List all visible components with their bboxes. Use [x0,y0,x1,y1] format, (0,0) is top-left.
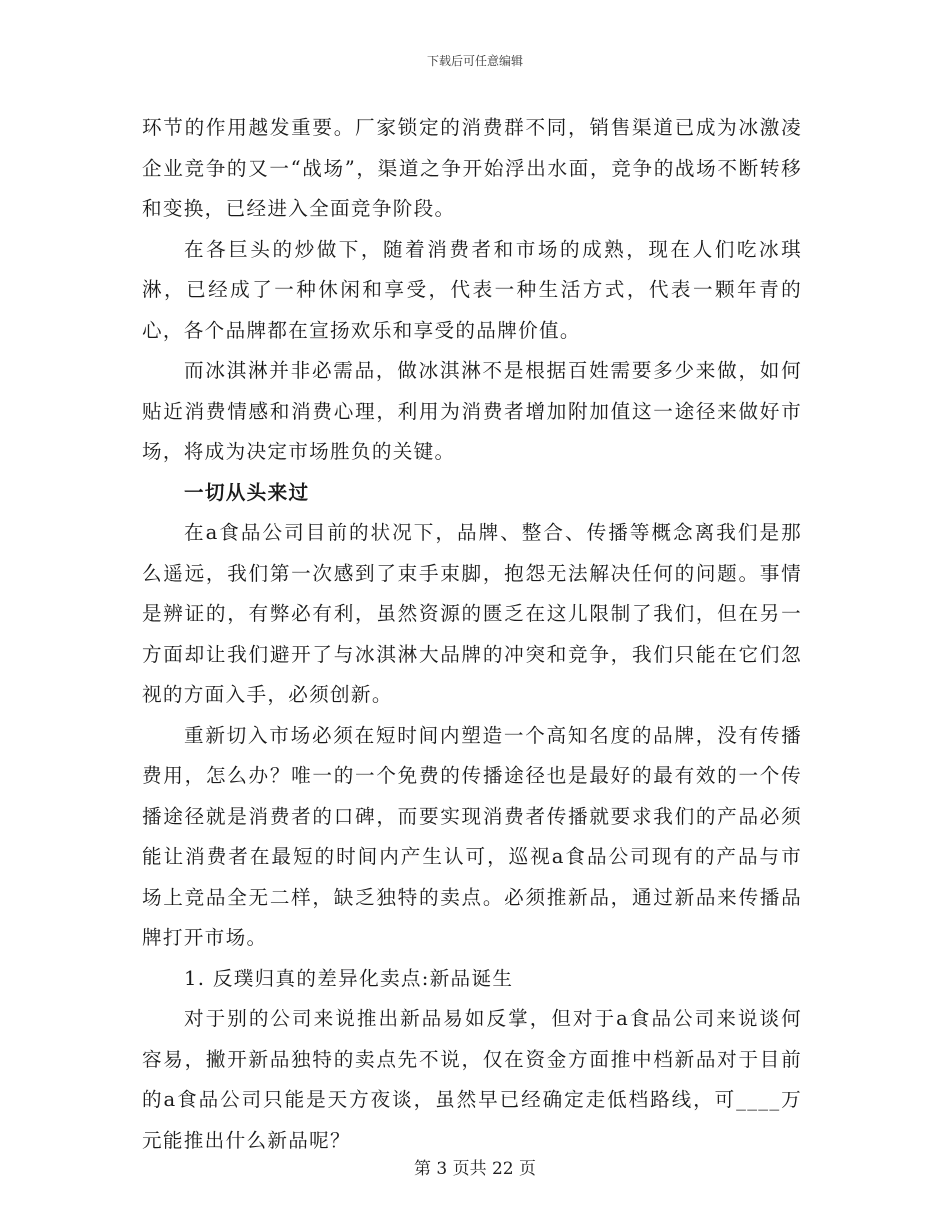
paragraph-new-product: 对于别的公司来说推出新品易如反掌，但对于a食品公司来说谈何容易，撇开新品独特的卖点先不说，仅在资金方面推中档新品对于目前的a食品公司只能是天方夜谈，虽然早已经确定走低档路线，可____万元能推出什么新品呢？ [142,1007,802,1152]
paragraph-consumer-psychology: 而冰淇淋并非必需品，做冰淇淋不是根据百姓需要多少来做，如何贴近消费情感和消费心理，利用为消费者增加附加值这一途径来做好市场，将成为决定市场胜负的关键。 [142,359,802,463]
subsection-heading: 1. 反璞归真的差异化卖点:新品诞生 [184,966,514,990]
document-body [142,108,802,1161]
page-header: 下载后可任意编辑 [426,54,523,68]
page-footer: 第 3 页共 22 页 [413,1159,537,1179]
paragraph-brand-value: 在各巨头的炒做下，随着消费者和市场的成熟，现在人们吃冰琪淋，已经成了一种休闲和享受，代表一种生活方式，代表一颗年青的心，各个品牌都在宣扬欢乐和享受的品牌价值。 [142,237,802,342]
paragraph-company-situation: 在a食品公司目前的状况下，品牌、整合、传播等概念离我们是那么遥远，我们第一次感到了束手束脚，抱怨无法解决任何的问题。事情是辨证的，有弊必有利，虽然资源的匮乏在这儿限制了我们，但在另一方面却让我们避开了与冰淇淋大品牌的冲突和竞争，我们只能在它们忽视的方面入手，必须创新。 [142,521,802,706]
paragraph-continuation: 环节的作用越发重要。厂家锁定的消费群不同，销售渠道已成为冰激凌企业竞争的又一“战场”，渠道之争开始浮出水面，竞争的战场不断转移和变换，已经进入全面竞争阶段。 [142,116,802,220]
section-heading: 一切从头来过 [184,480,310,504]
paragraph-word-of-mouth: 重新切入市场必须在短时间内塑造一个高知名度的品牌，没有传播费用，怎么办？唯一的一个免费的传播途径也是最好的最有效的一个传播途径就是消费者的口碑，而要实现消费者传播就要求我们的产品必须能让消费者在最短的时间内产生认可，巡视a食品公司现有的产品与市场上竞品全无二样，缺乏独特的卖点。必须推新品，通过新品来传播品牌打开市场。 [142,723,802,949]
